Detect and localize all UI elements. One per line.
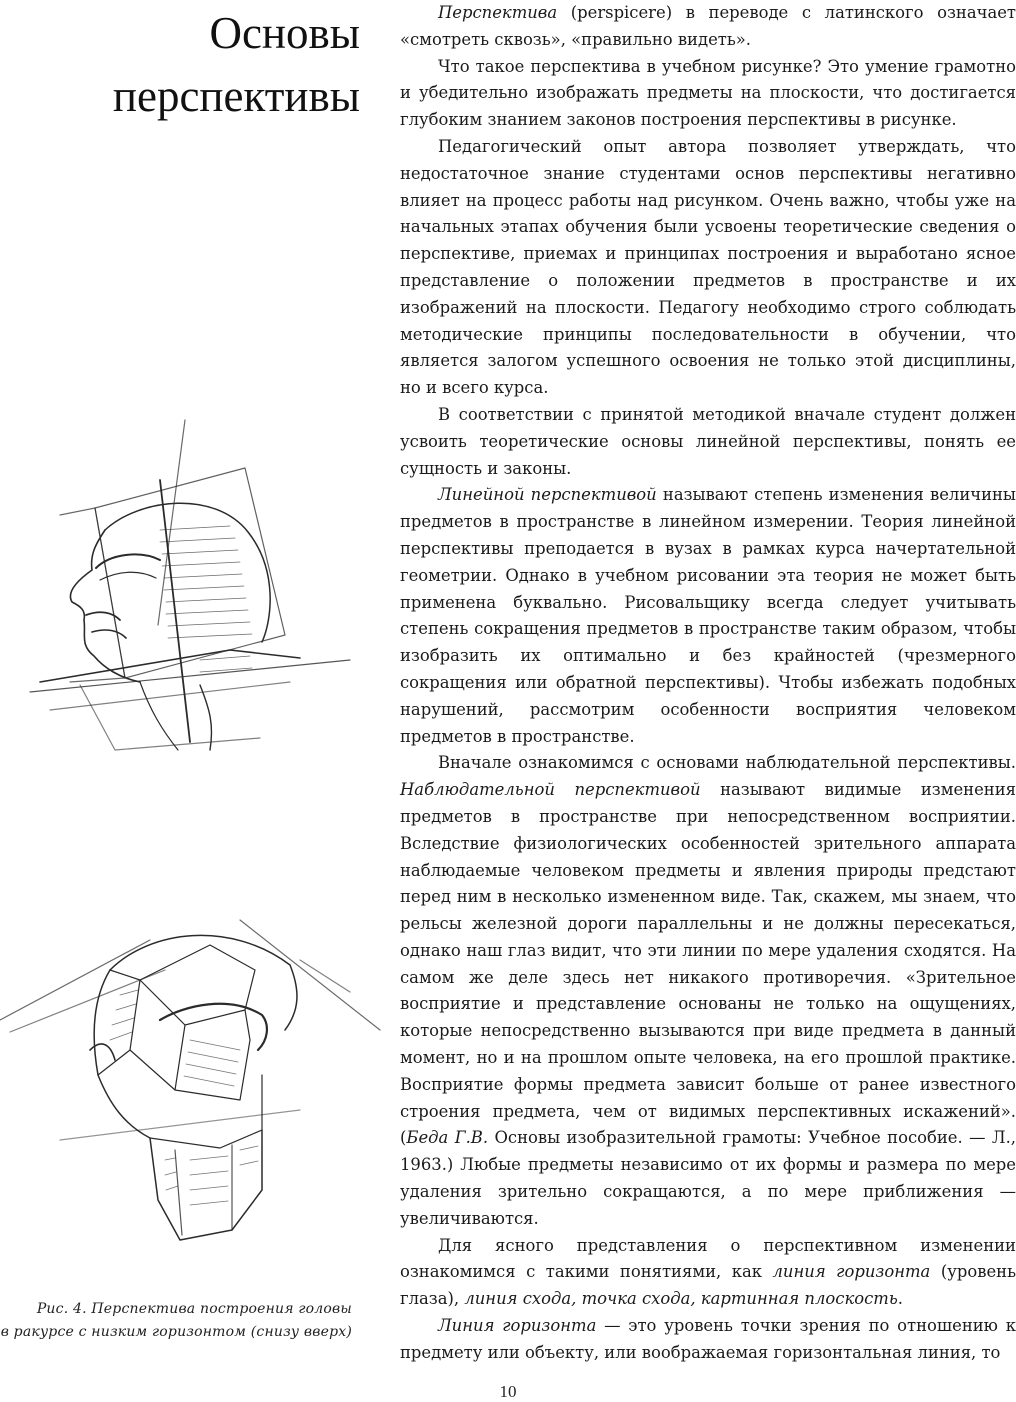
text-run: Для ясного представления о перспективном изменении ознакомимся с такими понятиями, как <box>400 1235 1016 1282</box>
italic-term: Линия горизонта <box>438 1316 597 1336</box>
italic-term: Линейной перспективой <box>438 485 657 505</box>
paragraph <box>400 54 1016 134</box>
italic-term: Беда Г.В. <box>406 1128 489 1148</box>
paragraph <box>400 482 1016 750</box>
caption-line-2: в ракурсе с низким горизонтом (снизу вверх) <box>0 1324 352 1340</box>
text-run: . <box>897 1289 903 1309</box>
text-run: называют видимые изменения предметов в пространстве при непосредственном восприятии. Вследствие физиологических особенностей зрительного аппарата наблюдаемые человеком предметы и явления природы предстают перед ним в несколько измененном виде. Так, скажем, мы знаем, что рельсы железной дороги параллельны и не должны пересекаться, однако наш глаз видит, что эти линии по мере удаления сходятся. На самом же деле здесь нет никакого противоречия. «Зрительное восприятие и представление основаны не только на ощущениях, которые непосредственно вызываются при виде предмета в данный момент, но и на прошлом опыте человека, на его прошлой практике. Восприятие формы предмета зависит больше от ранее известного строения предмета, чем от видимых перспективных искажений». ( <box>400 780 1016 1148</box>
title-line-1: Основы <box>209 8 360 58</box>
body-text-column <box>400 0 1016 1362</box>
italic-term: Перспектива <box>438 3 558 22</box>
paragraph <box>400 1233 1016 1313</box>
italic-term: Наблюдательной перспективой <box>400 780 701 800</box>
caption-line-1: Рис. 4. Перспектива построения головы <box>36 1301 352 1317</box>
paragraph <box>400 0 1016 54</box>
page-number: 10 <box>499 1382 517 1401</box>
text-run: (perspicere) в переводе с латинского означает «смотреть сквозь», «правильно видеть». <box>400 3 1016 49</box>
figure-4-head-sketches <box>0 420 380 1280</box>
page-title <box>113 2 360 128</box>
upper-head-sketch <box>30 420 350 750</box>
text-run: В соответствии с принятой методикой вначале студент должен усвоить теоретические основы линейной перспективы, понять ее сущность и законы. <box>400 404 1016 478</box>
text-run: Вначале ознакомимся с основами наблюдательной перспективы. <box>438 753 1016 773</box>
head-perspective-sketch <box>0 420 380 1280</box>
lower-head-sketch <box>0 920 380 1240</box>
paragraph <box>400 402 1016 482</box>
text-run: называют степень изменения величины предметов в пространстве в линейном измерении. Теория линейной перспективы преподается в вузах в рамках курса начертательной геометрии. Однако в учебном рисовании эта теория не может быть применена буквально. Рисовальщику всегда следует учитывать степень сокращения предметов в пространстве таким образом, чтобы изобразить их оптимально и без крайностей (чрезмерного сокращения или обратной перспективы). Чтобы избежать подобных нарушений, рассмотрим особенности восприятия человеком предметов в пространстве. <box>400 485 1016 746</box>
italic-term: линия схода, точка схода, картинная плоскость <box>464 1289 898 1309</box>
text-run: — это уровень точки зрения по отношению к предмету или объекту, или воображаемая горизонтальная линия, то <box>400 1316 1016 1362</box>
text-run: (уровень глаза), <box>400 1262 1016 1309</box>
title-line-2: перспективы <box>112 71 360 121</box>
text-run: Основы изобразительной грамоты: Учебное пособие. — Л., 1963.) Любые предметы независимо от их формы и размера по мере удаления зрительно сокращаются, а по мере приближения — увеличиваются. <box>400 1128 1016 1228</box>
italic-term: линия горизонта <box>772 1262 931 1282</box>
paragraph <box>400 134 1016 402</box>
text-run: Педагогический опыт автора позволяет утверждать, что недостаточное знание студентами основ перспективы негативно влияет на процесс работы над рисунком. Очень важно, чтобы уже на начальных этапах обучения были усвоены теоретические сведения о перспективе, приемах и принципах построения и выработано ясное представление о положении предметов в пространстве и их изображений на плоскости. Педагогу необходимо строго соблюдать методические принципы последовательности в обучении, что является залогом успешного освоения не только этой дисциплины, но и всего курса. <box>400 136 1016 398</box>
figure-caption <box>0 1298 352 1344</box>
paragraph <box>400 1313 1016 1367</box>
paragraph <box>400 750 1016 1232</box>
text-run: Что такое перспектива в учебном рисунке? Это умение грамотно и убедительно изображать предметы на плоскости, что достигается глубоким знанием законов построения перспективы в рисунке. <box>400 56 1016 130</box>
